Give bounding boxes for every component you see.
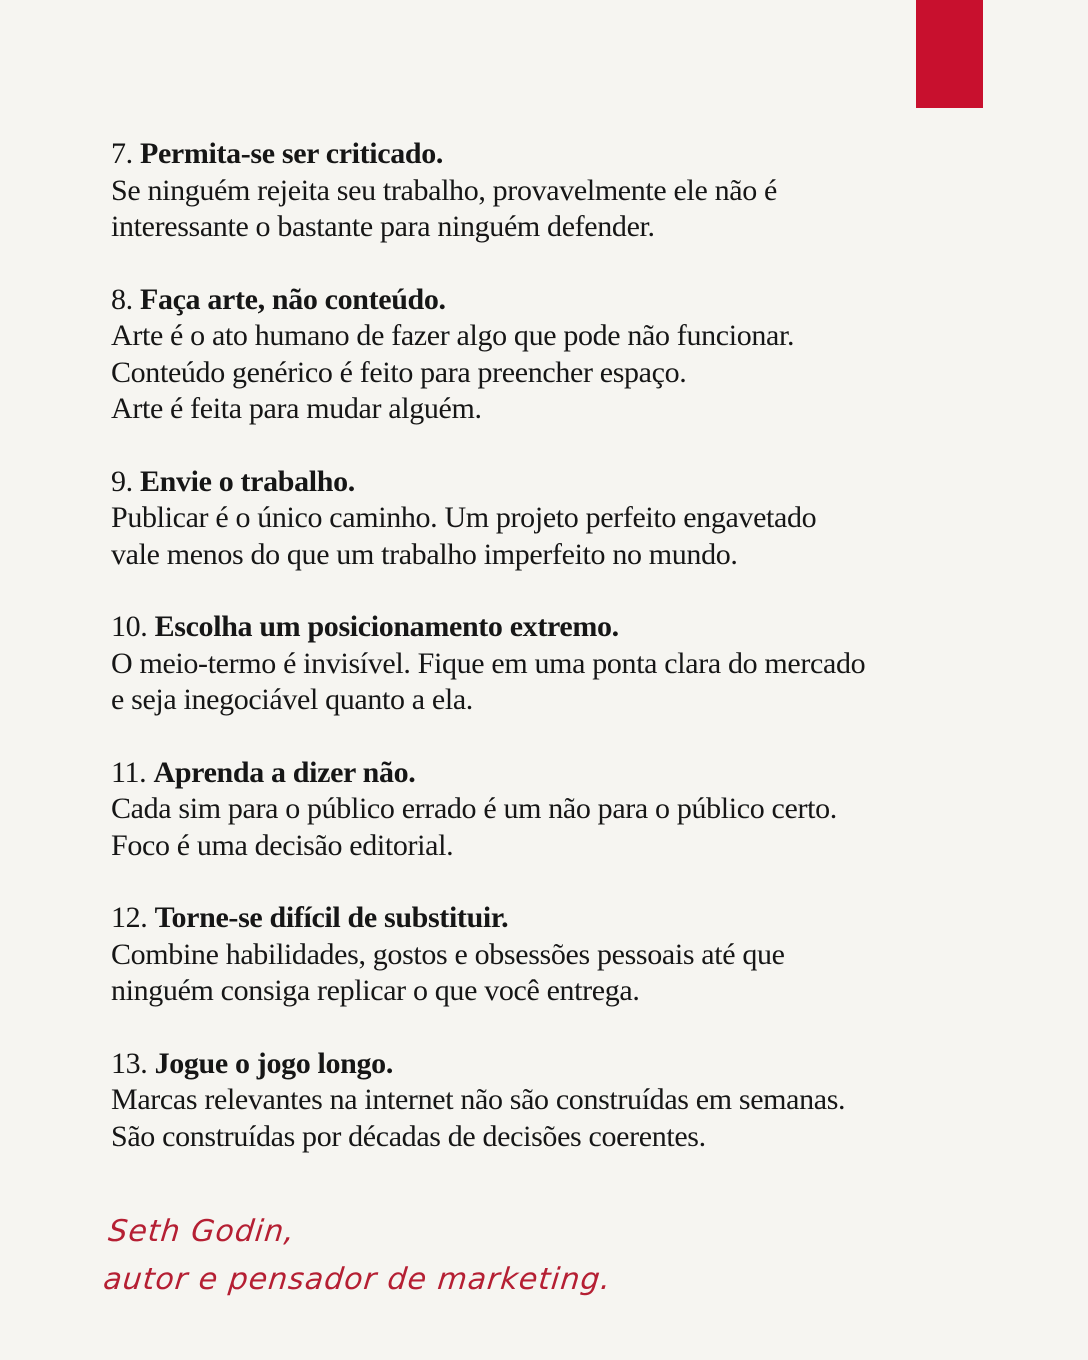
- principle-text-line: Arte é o ato humano de fazer algo que pode não funcionar.: [111, 319, 795, 352]
- principle-text-line: Conteúdo genérico é feito para preencher espaço.: [111, 355, 687, 389]
- principle-text-line: Se ninguém rejeita seu trabalho, provavelmente ele não é: [111, 173, 777, 207]
- principle-item: [111, 900, 1011, 1010]
- principle-heading: [111, 282, 1011, 319]
- principle-text-line: Cada sim para o público errado é um não para o público certo.: [111, 792, 837, 825]
- principle-item: [111, 282, 1011, 428]
- principle-number: 7.: [111, 137, 133, 170]
- principle-title: Escolha um posicionamento extremo.: [154, 610, 619, 643]
- author-signature: [101, 1208, 619, 1304]
- principle-title: Envie o trabalho.: [139, 464, 355, 498]
- principle-item: [111, 609, 1011, 719]
- principle-heading: [111, 1046, 1011, 1083]
- principle-text-line: Arte é feita para mudar alguém.: [111, 392, 482, 425]
- principle-item: [111, 755, 1011, 865]
- author-role: autor e pensador de marketing.: [101, 1262, 613, 1297]
- principle-item: [111, 464, 1011, 574]
- principles-list: [111, 136, 1011, 1191]
- principle-title: Permita-se ser criticado.: [139, 137, 444, 170]
- principle-title: Aprenda a dizer não.: [153, 755, 416, 789]
- principle-item: [111, 1046, 1011, 1156]
- principle-heading: [111, 609, 1011, 646]
- principle-number: 13.: [111, 1046, 148, 1080]
- principle-text-line: Marcas relevantes na internet não são construídas em semanas.: [111, 1083, 846, 1116]
- principle-text-line: São construídas por décadas de decisões coerentes.: [111, 1119, 706, 1153]
- principle-heading: [111, 755, 1011, 792]
- principle-title: Torne-se difícil de substituir.: [154, 901, 509, 934]
- principle-text-line: interessante o bastante para ninguém defender.: [111, 210, 655, 243]
- principle-number: 12.: [111, 901, 148, 934]
- accent-block: [916, 0, 983, 108]
- principle-title: Faça arte, não conteúdo.: [139, 282, 446, 316]
- principle-heading: [111, 900, 1011, 937]
- principle-heading: [111, 464, 1011, 501]
- principle-number: 8.: [111, 282, 133, 316]
- principle-number: 9.: [111, 464, 133, 498]
- principle-title: Jogue o jogo longo.: [154, 1046, 393, 1080]
- principle-text-line: Publicar é o único caminho. Um projeto perfeito engavetado: [111, 501, 817, 534]
- principle-text-line: O meio-termo é invisível. Fique em uma ponta clara do mercado: [111, 646, 866, 680]
- principle-number: 11.: [111, 755, 147, 789]
- principle-text-line: Foco é uma decisão editorial.: [111, 828, 454, 862]
- principle-text-line: Combine habilidades, gostos e obsessões pessoais até que: [111, 937, 785, 971]
- principle-item: [111, 136, 1011, 246]
- author-name: Seth Godin,: [106, 1214, 297, 1249]
- principle-text-line: ninguém consiga replicar o que você entrega.: [111, 974, 640, 1007]
- principle-heading: [111, 136, 1011, 173]
- principle-text-line: e seja inegociável quanto a ela.: [111, 683, 473, 716]
- principle-text-line: vale menos do que um trabalho imperfeito no mundo.: [111, 537, 738, 571]
- principle-number: 10.: [111, 610, 148, 643]
